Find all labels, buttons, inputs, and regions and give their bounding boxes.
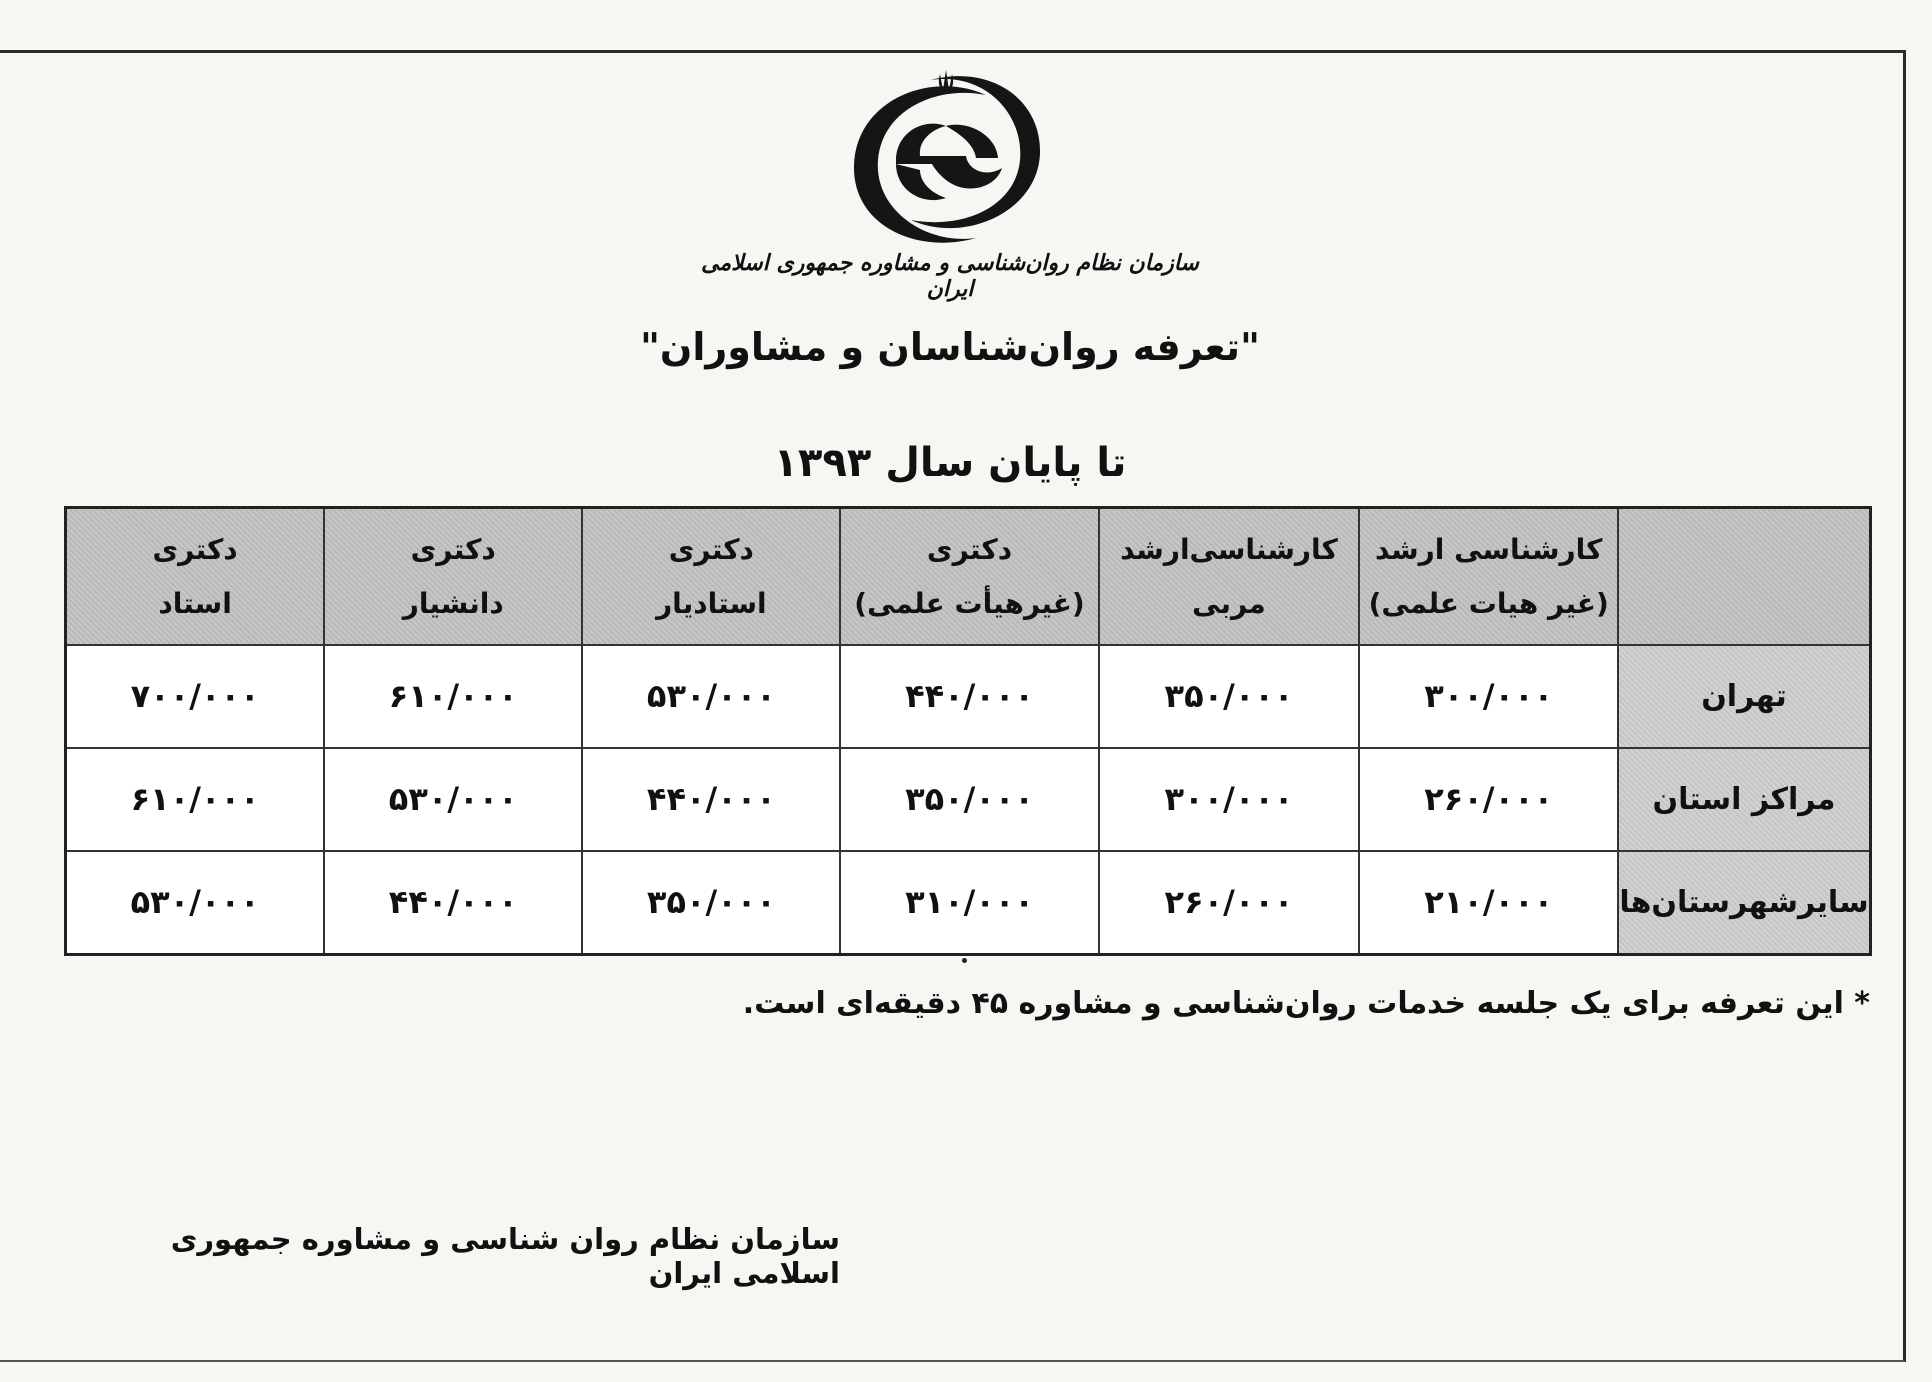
table-header-corner [1618, 508, 1870, 646]
table-header-phd-associate-professor [324, 508, 582, 646]
table-cell: ۶۱۰/۰۰۰ [66, 748, 325, 851]
table-cell: ۲۱۰/۰۰۰ [1359, 851, 1618, 955]
table-cell: ۵۳۰/۰۰۰ [324, 748, 582, 851]
table-cell: ۵۳۰/۰۰۰ [582, 645, 840, 748]
row-label-other-cities: سایرشهرستان‌ها [1618, 851, 1870, 955]
table-header-phd-non-faculty [840, 508, 1098, 646]
header-line: (غیرهیأت علمی) [854, 586, 1085, 620]
table-header-masters-non-faculty [1359, 508, 1618, 646]
header-line: استاد [158, 586, 232, 620]
table-header-phd-assistant-professor [582, 508, 840, 646]
organization-name-script: سازمان نظام روان‌شناسی و مشاوره جمهوری اسلامی ایران [701, 250, 1199, 302]
table-row [66, 851, 1871, 955]
stray-dot [962, 958, 967, 963]
header-line: دکتری [152, 533, 238, 567]
table-cell: ۶۱۰/۰۰۰ [324, 645, 582, 748]
table-header-row [66, 508, 1871, 646]
table-cell: ۴۴۰/۰۰۰ [324, 851, 582, 955]
header-line: مربی [1192, 586, 1266, 620]
table-row [66, 645, 1871, 748]
page-subtitle: تا پایان سال ۱۳۹۳ [773, 440, 1127, 486]
table-cell: ۳۰۰/۰۰۰ [1359, 645, 1618, 748]
table-cell: ۲۶۰/۰۰۰ [1099, 851, 1360, 955]
header-line: (غیر هیات علمی) [1368, 586, 1609, 620]
table-cell: ۴۴۰/۰۰۰ [582, 748, 840, 851]
table-cell: ۳۵۰/۰۰۰ [582, 851, 840, 955]
footnote: * این تعرفه برای یک جلسه خدمات روان‌شناسی و مشاوره ۴۵ دقیقه‌ای است. [742, 986, 1870, 1021]
tariff-table [64, 506, 1872, 956]
table-row [66, 748, 1871, 851]
table-cell: ۷۰۰/۰۰۰ [66, 645, 325, 748]
table-cell: ۳۱۰/۰۰۰ [840, 851, 1098, 955]
header-line: دکتری [668, 533, 754, 567]
table-header-masters-instructor [1099, 508, 1360, 646]
header-line: استادیار [656, 586, 767, 620]
table-cell: ۳۵۰/۰۰۰ [1099, 645, 1360, 748]
header-line: دانشیار [402, 586, 504, 620]
table-cell: ۲۶۰/۰۰۰ [1359, 748, 1618, 851]
table-cell: ۳۰۰/۰۰۰ [1099, 748, 1360, 851]
header-line: کارشناسی ارشد [1374, 533, 1603, 567]
header-line: کارشناسی‌ارشد [1120, 533, 1338, 567]
psychology-counseling-organization-emblem-icon [836, 60, 1056, 250]
row-label-tehran: تهران [1618, 645, 1870, 748]
page-title: "تعرفه روان‌شناسان و مشاوران" [640, 325, 1260, 369]
header-line: دکتری [410, 533, 496, 567]
table-header-phd-professor [66, 508, 325, 646]
header-line: دکتری [926, 533, 1013, 567]
table-cell: ۴۴۰/۰۰۰ [840, 645, 1098, 748]
table-cell: ۵۳۰/۰۰۰ [66, 851, 325, 955]
row-label-provincial-centers: مراکز استان [1618, 748, 1870, 851]
organization-footer: سازمان نظام روان شناسی و مشاوره جمهوری اسلامی ایران [170, 1222, 840, 1290]
table-cell: ۳۵۰/۰۰۰ [840, 748, 1098, 851]
